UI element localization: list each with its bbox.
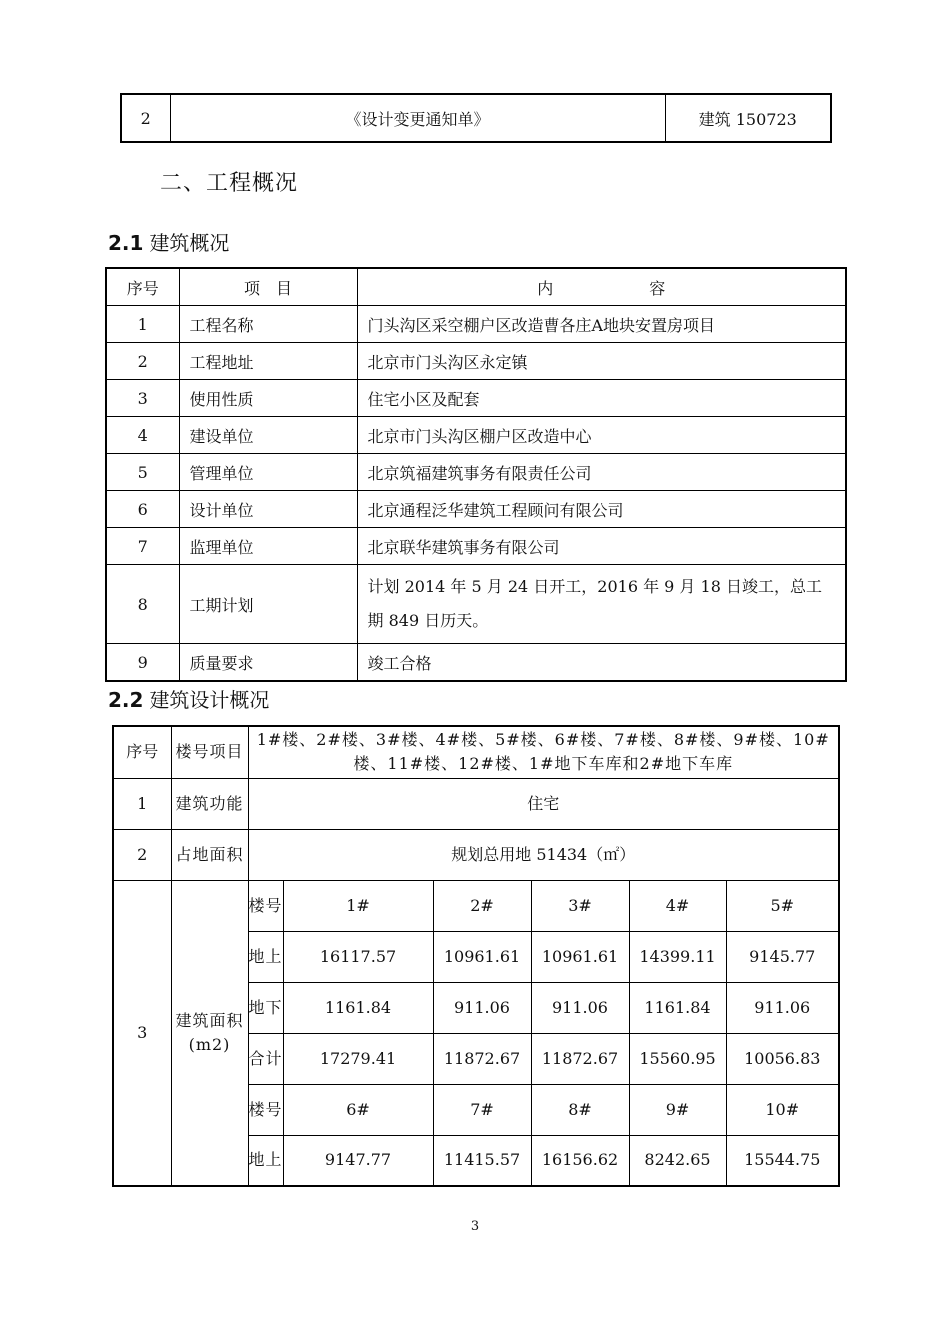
bldg-cell: 2#	[433, 880, 531, 931]
area-cell: 8242.65	[629, 1135, 726, 1186]
subsection-title-2-2	[108, 684, 269, 713]
document-list-table	[120, 93, 832, 143]
section-title: 二、工程概况	[160, 171, 299, 196]
table-row	[106, 380, 846, 417]
bldg-cell: 7#	[433, 1084, 531, 1135]
row-index: 3	[113, 880, 171, 1186]
table-row	[106, 644, 846, 682]
area-cell: 11872.67	[433, 1033, 531, 1084]
row-item: 建筑面积(m2)	[171, 880, 248, 1186]
overview-table	[105, 267, 847, 682]
row-content: 住宅小区及配套	[357, 380, 846, 417]
area-cell: 911.06	[726, 982, 839, 1033]
subsection-text: 建筑概况	[149, 231, 230, 255]
header-row	[106, 268, 846, 306]
bldg-cell: 8#	[531, 1084, 629, 1135]
area-cell: 11872.67	[531, 1033, 629, 1084]
bldg-cell: 6#	[283, 1084, 433, 1135]
row-content: 门头沟区采空棚户区改造曹各庄A地块安置房项目	[357, 306, 846, 343]
row-content: 北京通程泛华建筑工程顾问有限公司	[357, 491, 846, 528]
header-index: 序号	[106, 268, 179, 306]
row-index: 2	[113, 829, 171, 880]
area-cell: 10961.61	[531, 931, 629, 982]
area-cell: 1161.84	[283, 982, 433, 1033]
row-item: 工程名称	[179, 306, 357, 343]
table-row	[106, 343, 846, 380]
row-value: 住宅	[248, 778, 839, 829]
row-content: 北京联华建筑事务有限公司	[357, 528, 846, 565]
label-bldg: 楼号	[248, 1084, 283, 1135]
subsection-title-2-1	[108, 227, 229, 256]
row-index: 8	[106, 565, 179, 644]
table-row	[106, 565, 846, 644]
row-index: 7	[106, 528, 179, 565]
area-cell: 17279.41	[283, 1033, 433, 1084]
bldg-cell: 9#	[629, 1084, 726, 1135]
area-cell: 9147.77	[283, 1135, 433, 1186]
row-item: 设计单位	[179, 491, 357, 528]
header-item: 楼号项目	[171, 726, 248, 778]
row-index: 5	[106, 454, 179, 491]
row-item: 占地面积	[171, 829, 248, 880]
bldg-cell: 10#	[726, 1084, 839, 1135]
subsection-number: 2.2	[108, 688, 144, 712]
area-cell: 911.06	[433, 982, 531, 1033]
table-row	[113, 778, 839, 829]
row-index: 1	[106, 306, 179, 343]
row-item: 管理单位	[179, 454, 357, 491]
table-row	[113, 829, 839, 880]
label-above: 地上	[248, 931, 283, 982]
header-row	[113, 726, 839, 778]
area-cell: 10056.83	[726, 1033, 839, 1084]
row-content: 竣工合格	[357, 644, 846, 682]
area-cell: 10961.61	[433, 931, 531, 982]
table-row	[106, 528, 846, 565]
table-row	[106, 454, 846, 491]
document-name: 《设计变更通知单》	[170, 94, 665, 142]
row-item: 质量要求	[179, 644, 357, 682]
row-index: 6	[106, 491, 179, 528]
area-cell: 1161.84	[629, 982, 726, 1033]
bldg-cell: 1#	[283, 880, 433, 931]
subsection-number: 2.1	[108, 231, 144, 255]
area-cell: 911.06	[531, 982, 629, 1033]
row-value: 规划总用地 51434（㎡）	[248, 829, 839, 880]
row-item: 工期计划	[179, 565, 357, 644]
row-index: 4	[106, 417, 179, 454]
area-cell: 15544.75	[726, 1135, 839, 1186]
row-item: 监理单位	[179, 528, 357, 565]
table-row	[121, 94, 831, 142]
document-code: 建筑 150723	[665, 94, 831, 142]
label-below: 地下	[248, 982, 283, 1033]
area-cell: 14399.11	[629, 931, 726, 982]
row-content: 计划 2014 年 5 月 24 日开工，2016 年 9 月 18 日竣工，总工期 849 日历天。	[357, 565, 846, 644]
header-content: 内 容	[357, 268, 846, 306]
row-content: 北京市门头沟区永定镇	[357, 343, 846, 380]
area-cell: 15560.95	[629, 1033, 726, 1084]
bldg-cell: 3#	[531, 880, 629, 931]
row-index: 2	[106, 343, 179, 380]
bldg-cell: 5#	[726, 880, 839, 931]
bldg-cell: 4#	[629, 880, 726, 931]
row-item: 工程地址	[179, 343, 357, 380]
row-item: 建筑功能	[171, 778, 248, 829]
table-row	[106, 306, 846, 343]
page-number: 3	[470, 1219, 480, 1234]
area-cell: 9145.77	[726, 931, 839, 982]
header-item: 项 目	[179, 268, 357, 306]
row-index: 2	[121, 94, 170, 142]
table-row	[106, 491, 846, 528]
header-index: 序号	[113, 726, 171, 778]
label-bldg: 楼号	[248, 880, 283, 931]
row-index: 3	[106, 380, 179, 417]
row-item: 使用性质	[179, 380, 357, 417]
design-table	[112, 725, 840, 1187]
area-cell: 16156.62	[531, 1135, 629, 1186]
table-row	[106, 417, 846, 454]
row-index: 9	[106, 644, 179, 682]
header-buildings: 1#楼、2#楼、3#楼、4#楼、5#楼、6#楼、7#楼、8#楼、9#楼、10#楼、11#楼、12#楼、1#地下车库和2#地下车库	[248, 726, 839, 778]
area-cell: 16117.57	[283, 931, 433, 982]
table-row	[113, 880, 839, 931]
row-item: 建设单位	[179, 417, 357, 454]
label-total: 合计	[248, 1033, 283, 1084]
label-above: 地上	[248, 1135, 283, 1186]
subsection-text: 建筑设计概况	[149, 688, 270, 712]
row-content: 北京市门头沟区棚户区改造中心	[357, 417, 846, 454]
area-cell: 11415.57	[433, 1135, 531, 1186]
row-content: 北京筑福建筑事务有限责任公司	[357, 454, 846, 491]
row-index: 1	[113, 778, 171, 829]
